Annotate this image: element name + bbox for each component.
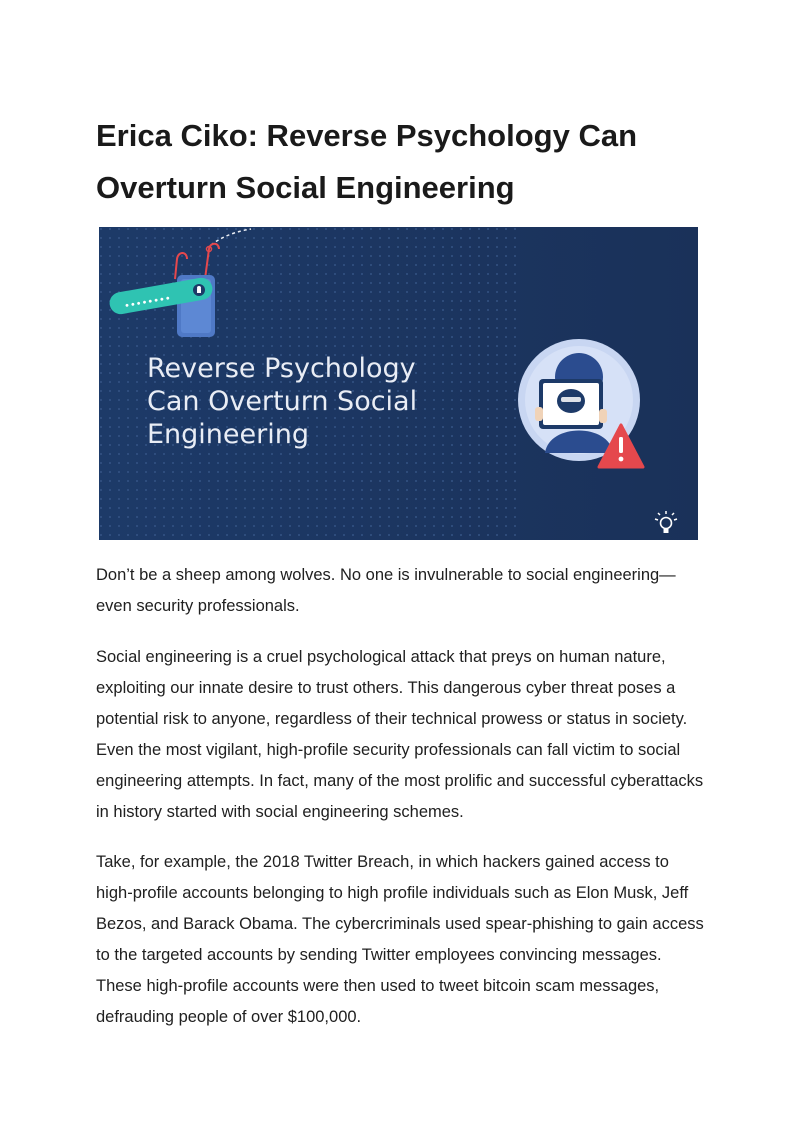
password-dots: •••••••• <box>123 293 172 313</box>
hero-headline-line1: Reverse Psychology <box>147 353 416 384</box>
hero-image <box>99 227 698 540</box>
hero-headline-line3: Engineering <box>147 419 309 450</box>
paragraph-intro: Don’t be a sheep among wolves. No one is invulnerable to social engineering—even security professionals. <box>96 566 676 615</box>
paragraph-social-engineering: Social engineering is a cruel psychological attack that preys on human nature, exploiting our innate desire to trust others. This dangerous cyber threat poses a potential risk to anyone, regardless of their technical prowess or status in society. Even the most vigilant, high-profile security professionals can fall victim to social engineering attempts. In fact, many of the most prolific and successful cyberattacks in history started with social engineering schemes. <box>96 648 704 821</box>
paragraph-twitter-breach: Take, for example, the 2018 Twitter Breach, in which hackers gained access to high-profile accounts belonging to high profile individuals such as Elon Musk, Jeff Bezos, and Barack Obama. The cybercriminals used spear-phishing to gain access to the targeted accounts by sending Twitter employees convincing messages. These high-profile accounts were then used to tweet bitcoin scam messages, defrauding people of over $100,000. <box>96 853 704 1026</box>
hero-headline-line2: Can Overturn Social <box>147 386 418 417</box>
article-title: Erica Ciko: Reverse Psychology Can Overturn Social Engineering <box>96 118 638 205</box>
